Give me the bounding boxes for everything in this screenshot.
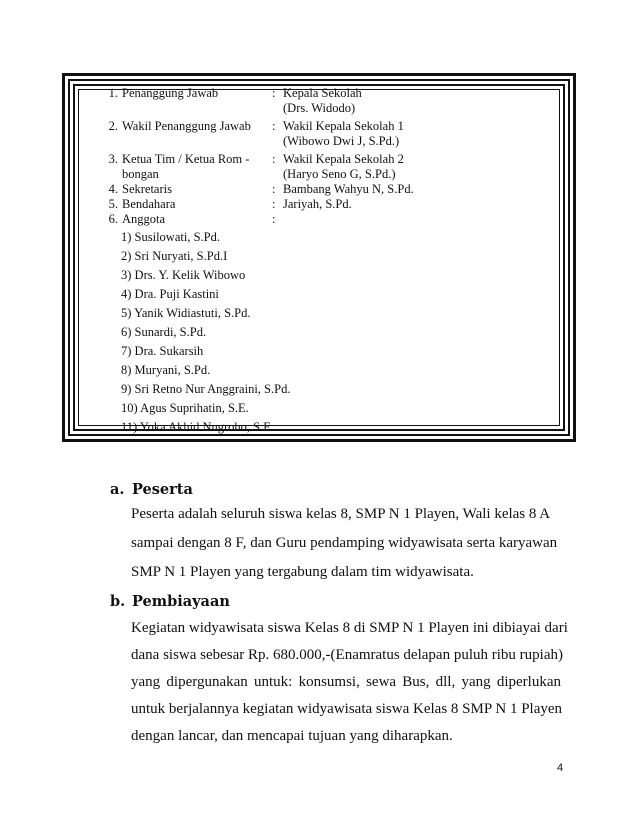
member-item (0, 344, 638, 362)
row-number: 6. (108, 212, 118, 226)
member-item (0, 382, 638, 400)
role-label-cont: bongan (122, 167, 159, 181)
colon: : (272, 182, 276, 196)
section-title: Peserta (132, 481, 193, 498)
member-item (0, 363, 638, 381)
role-value-person: (Drs. Widodo) (283, 101, 356, 115)
member-name: 10) Agus Suprihatin, S.E. (121, 401, 249, 415)
row-number: 5. (108, 197, 118, 211)
row-number: 3. (108, 152, 118, 166)
paragraph-line: Kegiatan widyawisata siswa Kelas 8 di SMP N 1 Playen ini dibiayai dari (131, 620, 568, 636)
row-number: 4. (108, 182, 118, 196)
role-label: Sekretaris (122, 182, 172, 196)
colon: : (272, 212, 276, 226)
committee-row-cont (0, 134, 638, 152)
row-number: 1. (108, 86, 118, 100)
committee-row-cont (0, 101, 638, 119)
paragraph-line: SMP N 1 Playen yang tergabung dalam tim widyawisata. (131, 564, 474, 580)
member-item (0, 249, 638, 267)
role-label: Anggota (122, 212, 166, 226)
colon: : (272, 152, 276, 166)
role-value: Jariyah, S.Pd. (283, 197, 352, 211)
member-name: 7) Dra. Sukarsih (121, 344, 204, 358)
member-name: 4) Dra. Puji Kastini (121, 287, 219, 301)
member-item (0, 306, 638, 324)
paragraph-line: sampai dengan 8 F, dan Guru pendamping widyawisata serta karyawan (131, 535, 558, 551)
role-value: Wakil Kepala Sekolah 1 (283, 119, 404, 133)
role-value-person: (Haryo Seno G, S.Pd.) (283, 167, 396, 181)
member-name: 3) Drs. Y. Kelik Wibowo (121, 268, 246, 282)
role-value: Wakil Kepala Sekolah 2 (283, 152, 404, 166)
colon: : (272, 119, 276, 133)
section-letter: a. (110, 481, 125, 498)
member-name: 9) Sri Retno Nur Anggraini, S.Pd. (121, 382, 291, 396)
member-name: 1) Susilowati, S.Pd. (121, 230, 220, 244)
paragraph-line: dana siswa sebesar Rp. 680.000,-(Enamratus delapan puluh ribu rupiah) (131, 647, 563, 663)
role-value-person: (Wibowo Dwi J, S.Pd.) (283, 134, 400, 148)
paragraph-line: Peserta adalah seluruh siswa kelas 8, SMP N 1 Playen, Wali kelas 8 A (131, 506, 551, 522)
paragraph-line: yang dipergunakan untuk: konsumsi, sewa Bus, dll, yang diperlukan (131, 674, 561, 690)
section-letter: b. (110, 593, 126, 610)
role-label: Bendahara (122, 197, 176, 211)
member-name: 2) Sri Nuryati, S.Pd.I (121, 249, 228, 263)
section-title: Pembiayaan (132, 593, 230, 610)
member-item (0, 268, 638, 286)
member-item (0, 420, 638, 438)
paragraph-line: untuk berjalannya kegiatan widyawisata siswa Kelas 8 SMP N 1 Playen (131, 701, 563, 717)
committee-row (0, 212, 638, 230)
paragraph-line: dengan lancar, dan mencapai tujuan yang diharapkan. (131, 728, 453, 744)
role-label: Ketua Tim / Ketua Rom - (122, 152, 250, 166)
role-value: Bambang Wahyu N, S.Pd. (283, 182, 414, 196)
role-label: Wakil Penanggung Jawab (122, 119, 251, 133)
member-name: 8) Muryani, S.Pd. (121, 363, 211, 377)
section-heading-pembiayaan (110, 593, 230, 610)
member-item (0, 287, 638, 305)
member-name: 11) Yoka Akhid Nugroho, S.E. (121, 420, 275, 434)
role-value: Kepala Sekolah (283, 86, 362, 100)
member-item (0, 230, 638, 248)
row-number: 2. (108, 119, 118, 133)
page-number: 4 (557, 762, 564, 774)
section-heading-peserta (110, 481, 193, 498)
colon: : (272, 86, 276, 100)
member-name: 5) Yanik Widiastuti, S.Pd. (121, 306, 251, 320)
member-name: 6) Sunardi, S.Pd. (121, 325, 207, 339)
role-label: Penanggung Jawab (122, 86, 219, 100)
colon: : (272, 197, 276, 211)
member-item (0, 401, 638, 419)
member-item (0, 325, 638, 343)
